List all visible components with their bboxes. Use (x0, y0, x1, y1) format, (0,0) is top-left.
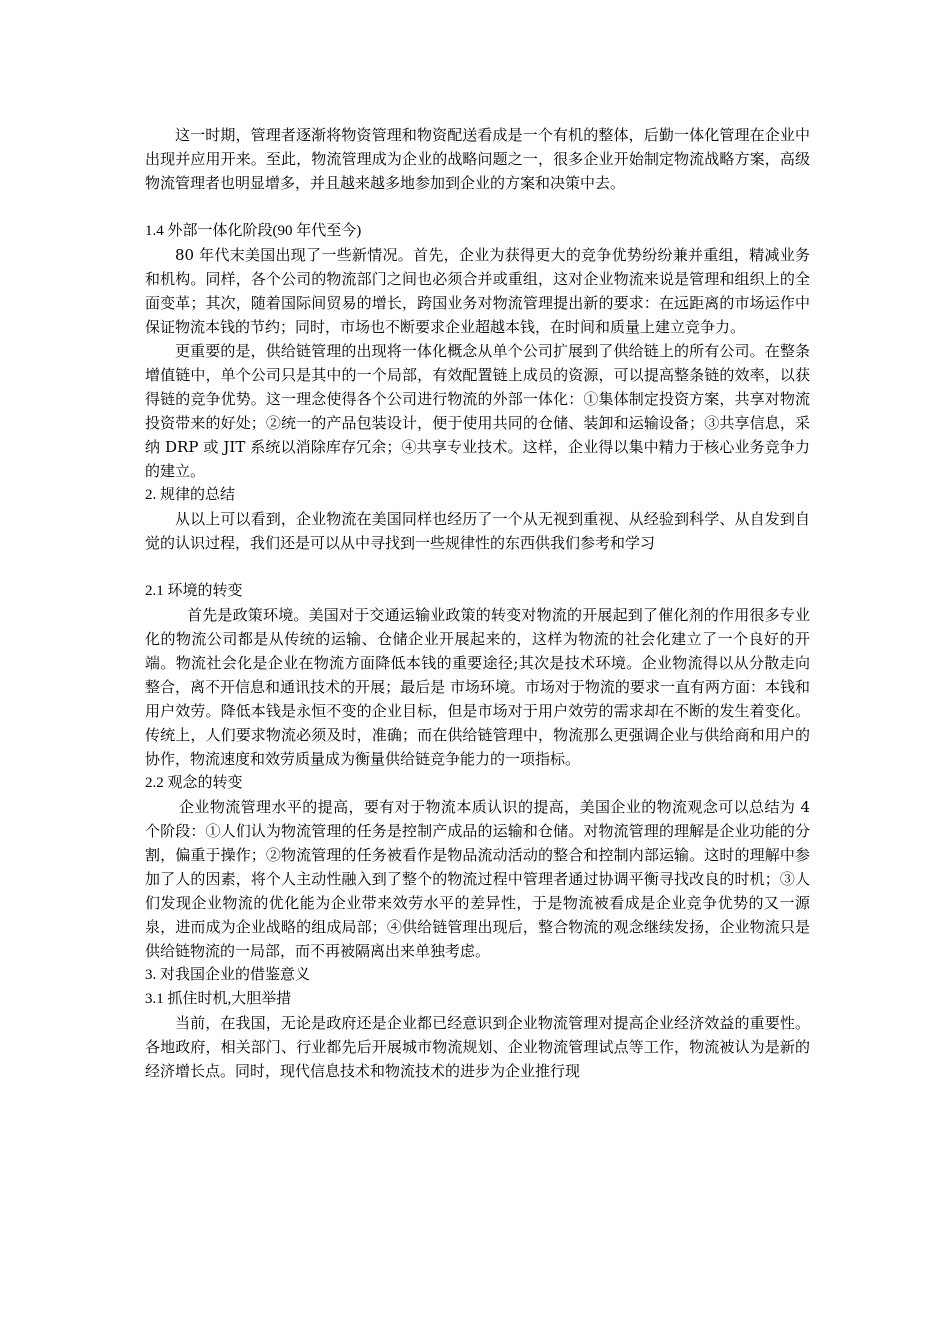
document-body (145, 123, 810, 1083)
heading-3-1: 3.1 抓住时机,大胆举措 (145, 991, 292, 1007)
heading-2-1: 2.1 环境的转变 (145, 583, 243, 599)
paragraph-2-1: 首先是政策环境。美国对于交通运输业政策的转变对物流的开展起到了催化剂的作用很多专业化的物流公司都是从传统的运输、仓储企业开展起来的，这样为物流的社会化建立了一个良好的开端。物流社会化是企业在物流方面降低本钱的重要途径;其次是技术环境。企业物流得以从分散走向整合，离不开信息和通讯技术的开展；最后是 市场环境。市场对于物流的要求一直有两方面：本钱和用户效劳。降低本钱是永恒不变的企业目标，但是市场对于用户效劳的需求却在不断的发生着变化。传统上，人们要求物流必须及时，准确；而在供给链管理中，物流那么更强调企业与供给商和用户的协作，物流速度和效劳质量成为衡量供给链竞争能力的一项指标。 (145, 606, 810, 768)
paragraph-intro: 这一时期，管理者逐渐将物资管理和物资配送看成是一个有机的整体，后勤一体化管理在企业中出现并应用开来。至此，物流管理成为企业的战略问题之一，很多企业开始制定物流战略方案，高级物流管理者也明显增多，并且越来越多地参加到企业的方案和决策中去。 (145, 126, 810, 192)
paragraph-2: 从以上可以看到，企业物流在美国同样也经历了一个从无视到重视、从经验到科学、从自发到自觉的认识过程，我们还是可以从中寻找到一些规律性的东西供我们参考和学习 (145, 510, 810, 552)
heading-2: 2. 规律的总结 (145, 487, 236, 503)
heading-1-4: 1.4 外部一体化阶段(90 年代至今) (145, 223, 362, 239)
heading-2-2: 2.2 观念的转变 (145, 775, 243, 791)
paragraph-2-2: 企业物流管理水平的提高，要有对于物流本质认识的提高，美国企业的物流观念可以总结为 4 个阶段：①人们认为物流管理的任务是控制产成品的运输和仓储。对物流管理的理解是企业功能的分割，偏重于操作；②物流管理的任务被看作是物品流动活动的整合和控制内部运输。这时的理解中参加了人的因素，将个人主动性融入到了整个的物流过程中管理者通过协调平衡寻找改良的时机；③人们发现企业物流的优化能为企业带来效劳水平的差异性，于是物流被看成是企业竞争优势的又一源泉，进而成为企业战略的组成局部；④供给链管理出现后，整合物流的观念继续发扬，企业物流只是供给链物流的一局部，而不再被隔离出来单独考虑。 (145, 798, 810, 960)
paragraph-1-4-b: 更重要的是，供给链管理的出现将一体化概念从单个公司扩展到了供给链上的所有公司。在整条增值链中，单个公司只是其中的一个局部，有效配置链上成员的资源，可以提高整条链的效率，以获得链的竞争优势。这一理念使得各个公司进行物流的外部一体化：①集体制定投资方案，共享对物流投资带来的好处；②统一的产品包装设计，便于使用共同的仓储、装卸和运输设备；③共享信息，采纳 DRP 或 JIT 系统以消除库存冗余；④共享专业技术。这样，企业得以集中精力于核心业务竞争力的建立。 (145, 342, 810, 480)
heading-3: 3. 对我国企业的借鉴意义 (145, 967, 311, 983)
paragraph-1-4-a: 80 年代末美国出现了一些新情况。首先，企业为获得更大的竞争优势纷纷兼并重组，精减业务和机构。同样，各个公司的物流部门之间也必须合并或重组，这对企业物流来说是管理和组织上的全面变革；其次，随着国际间贸易的增长，跨国业务对物流管理提出新的要求：在远距离的市场运作中保证物流本钱的节约；同时，市场也不断要求企业超越本钱，在时间和质量上建立竞争力。 (145, 246, 810, 336)
paragraph-3-1: 当前，在我国，无论是政府还是企业都已经意识到企业物流管理对提高企业经济效益的重要性。各地政府，相关部门、行业都先后开展城市物流规划、企业物流管理试点等工作，物流被认为是新的经济增长点。同时，现代信息技术和物流技术的进步为企业推行现 (145, 1014, 810, 1080)
